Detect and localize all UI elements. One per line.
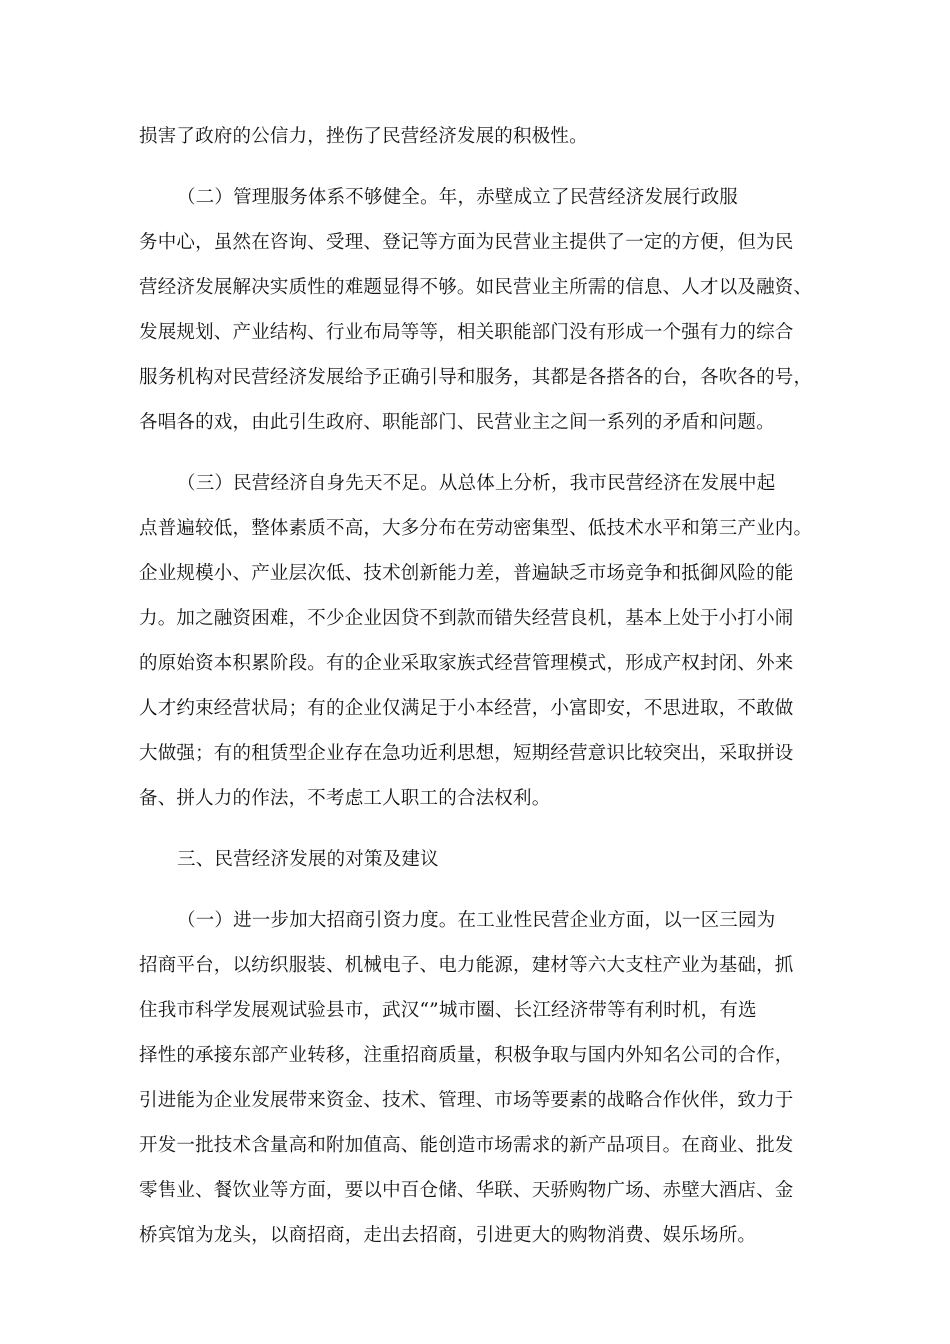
text-line: 力。加之融资困难，不少企业因贷不到款而错失经营良机，基本上处于小打小闹 xyxy=(139,608,794,629)
text-line: 大做强；有的租赁型企业存在急功近利思想，短期经营意识比较突出，采取拼设 xyxy=(139,743,794,764)
text-line: 企业规模小、产业层次低、技术创新能力差，普遍缺乏市场竞争和抵御风险的能 xyxy=(139,563,794,584)
text-line: （一）进一步加大招商引资力度。在工业性民营企业方面，以一区三园为 xyxy=(177,910,776,931)
text-line: 住我市科学发展观试验县市，武汉“”城市圈、长江经济带等有利时机，有选 xyxy=(139,1000,757,1021)
text-line: 引进能为企业发展带来资金、技术、管理、市场等要素的战略合作伙伴，致力于 xyxy=(139,1090,794,1111)
text-line: （二）管理服务体系不够健全。年，赤壁成立了民营经济发展行政服 xyxy=(177,187,739,208)
text-line: 发展规划、产业结构、行业布局等等，相关职能部门没有形成一个强有力的综合 xyxy=(139,322,794,343)
text-line: 备、拼人力的作法，不考虑工人职工的合法权利。 xyxy=(139,788,551,809)
text-line: 务中心，虽然在咨询、受理、登记等方面为民营业主提供了一定的方便，但为民 xyxy=(139,232,794,253)
text-line: 择性的承接东部产业转移，注重招商质量，积极争取与国内外知名公司的合作， xyxy=(139,1045,794,1066)
text-line: 的原始资本积累阶段。有的企业采取家族式经营管理模式，形成产权封闭、外来 xyxy=(139,653,794,674)
text-line: 营经济发展解决实质性的难题显得不够。如民营业主所需的信息、人才以及融资、 xyxy=(139,277,813,298)
text-line: 招商平台，以纺织服装、机械电子、电力能源，建材等六大支柱产业为基础，抓 xyxy=(139,955,794,976)
text-line: 各唱各的戏，由此引生政府、职能部门、民营业主之间一系列的矛盾和问题。 xyxy=(139,412,775,433)
text-line: 服务机构对民营经济发展给予正确引导和服务，其都是各搭各的台，各吹各的号， xyxy=(139,367,813,388)
text-line: 人才约束经营状局；有的企业仅满足于小本经营，小富即安，不思进取，不敢做 xyxy=(139,698,794,719)
text-line: （三）民营经济自身先天不足。从总体上分析，我市民营经济在发展中起 xyxy=(177,473,776,494)
text-line: 点普遍较低，整体素质不高，大多分布在劳动密集型、低技术水平和第三产业内。 xyxy=(139,518,813,539)
text-line: 零售业、餐饮业等方面，要以中百仓储、华联、天骄购物广场、赤壁大酒店、金 xyxy=(139,1180,794,1201)
text-line: 开发一批技术含量高和附加值高、能创造市场需求的新产品项目。在商业、批发 xyxy=(139,1135,794,1156)
text-line: 损害了政府的公信力，挫伤了民营经济发展的积极性。 xyxy=(139,126,588,147)
section-heading: 三、民营经济发展的对策及建议 xyxy=(177,849,439,870)
text-line: 桥宾馆为龙头，以商招商，走出去招商，引进更大的购物消费、娱乐场所。 xyxy=(139,1225,757,1246)
